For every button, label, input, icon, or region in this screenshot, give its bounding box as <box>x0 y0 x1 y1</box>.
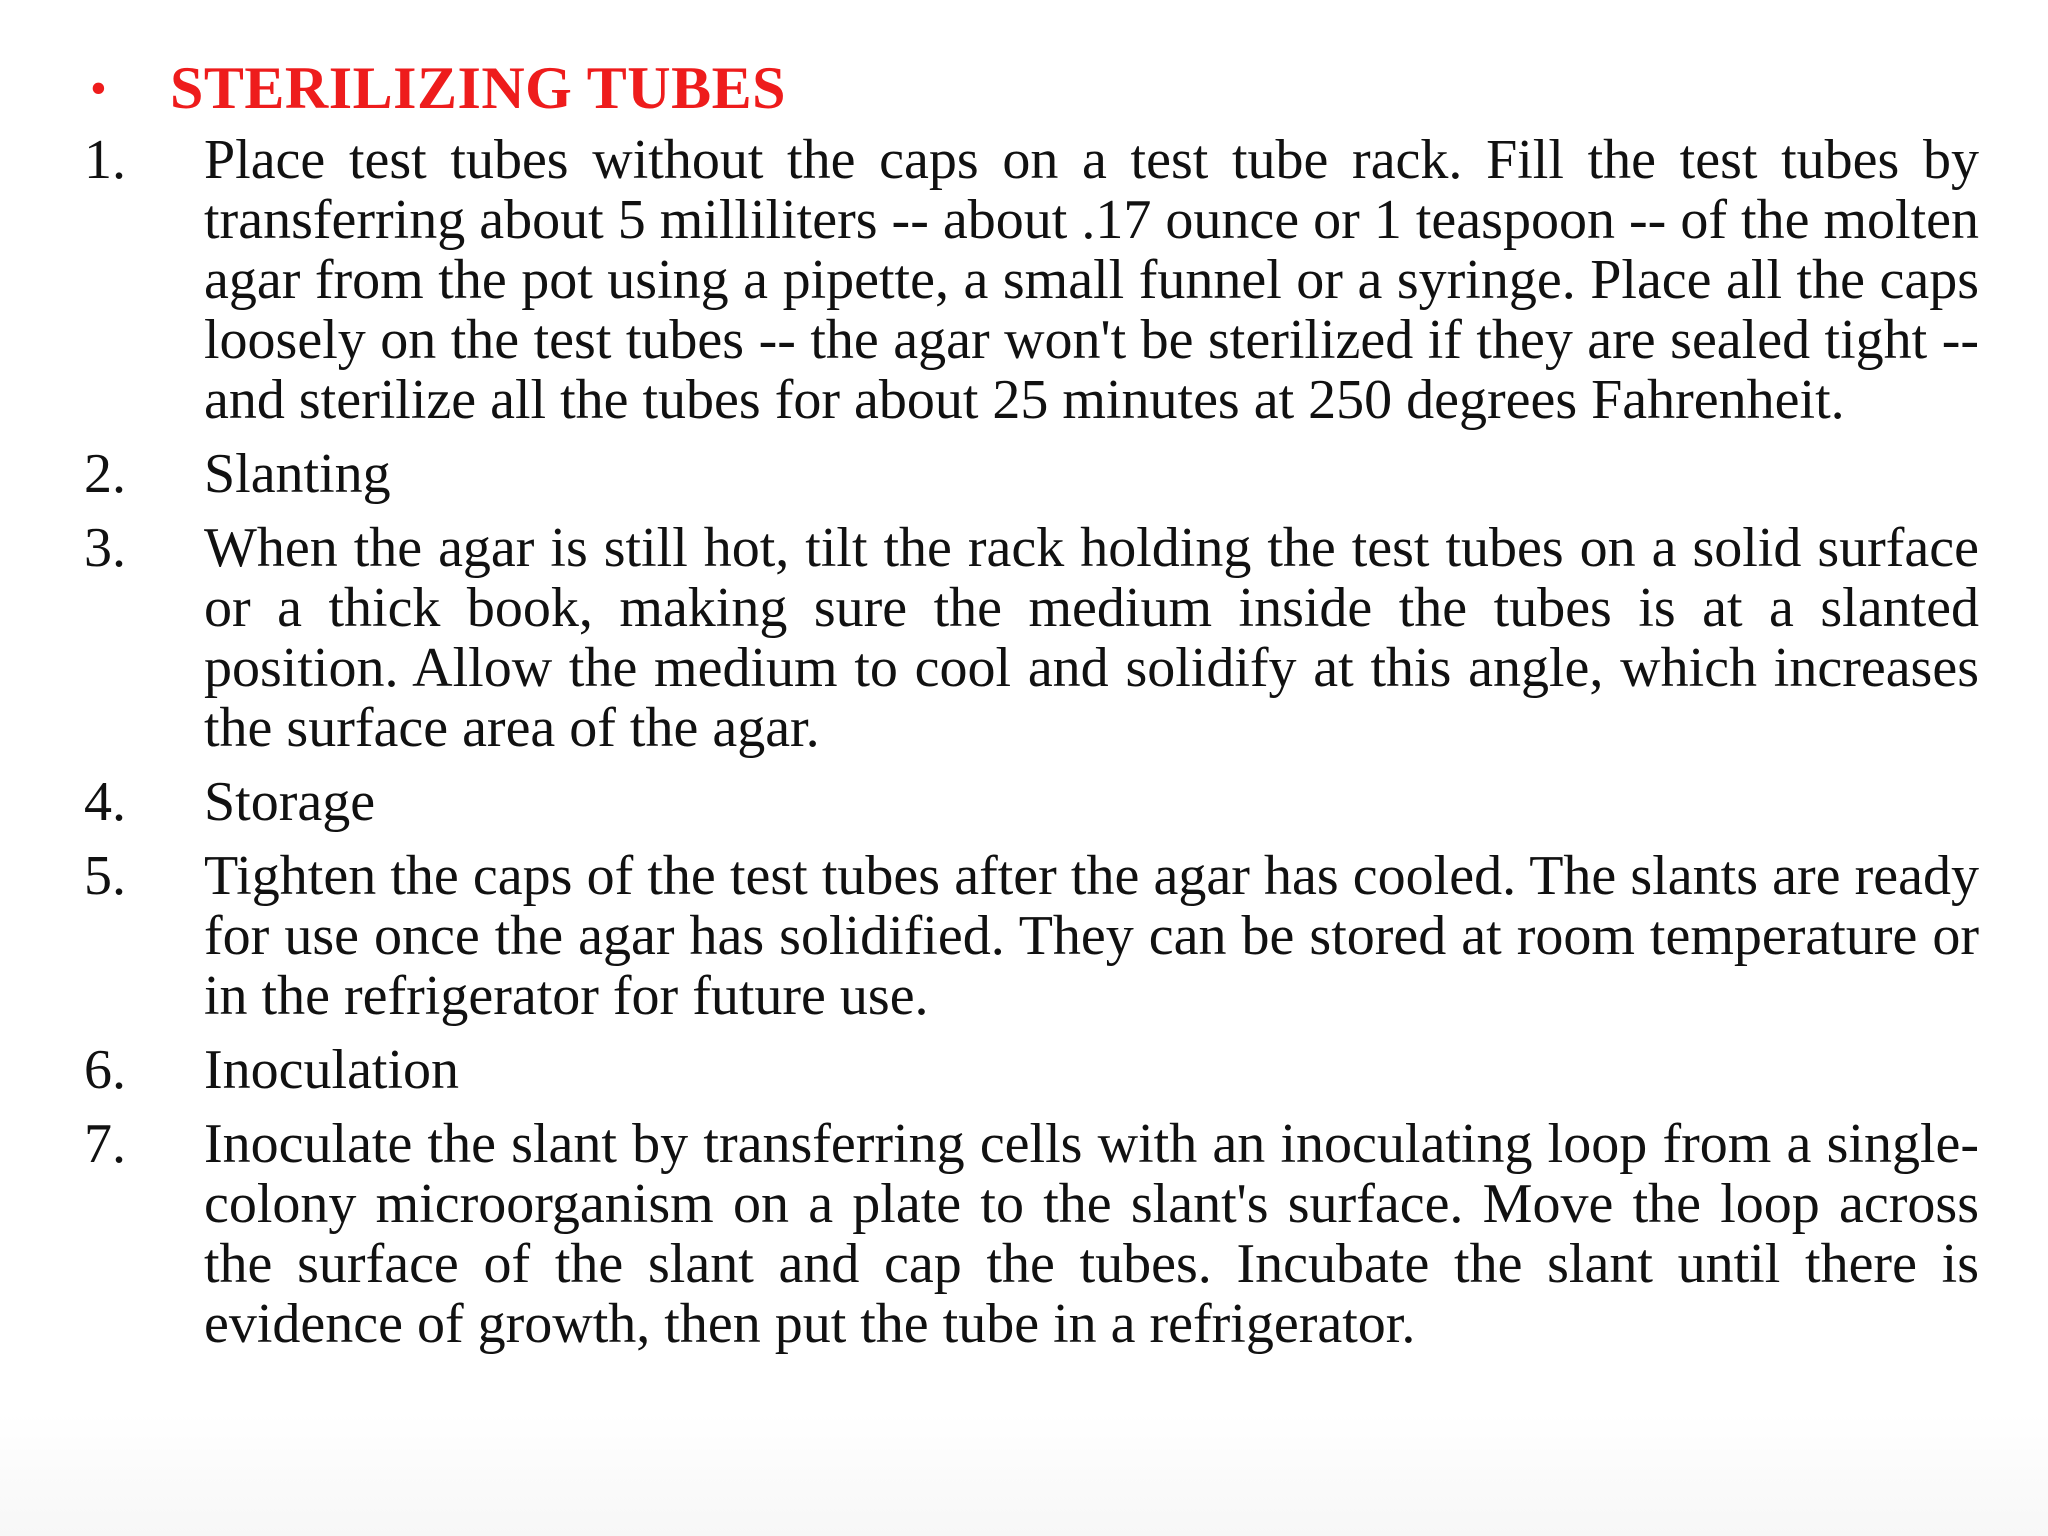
step-text: Place test tubes without the caps on a test tube rack. Fill the test tubes by transferring about 5 milliliters -- about .17 ounce or 1 teaspoon -- of the molten agar from the pot using a pipette, a small funnel or a syringe. Place all the caps loosely on the test tubes -- the agar won't be sterilized if they are sealed tight -- and sterilize all the tubes for about 25 minutes at 250 degrees Fahrenheit. <box>204 129 1979 431</box>
step-item-6 <box>84 1040 1979 1100</box>
step-text: Tighten the caps of the test tubes after the agar has cooled. The slants are ready for use once the agar has solidified. They can be stored at room temperature or in the refrigerator for future use. <box>204 845 1979 1027</box>
step-item-7 <box>84 1114 1979 1354</box>
step-number: 3. <box>84 517 126 579</box>
steps-list <box>84 130 1979 1368</box>
step-text: When the agar is still hot, tilt the rack holding the test tubes on a solid surface or a thick book, making sure the medium inside the tubes is at a slanted position. Allow the medium to cool and solidify at this angle, which increases the surface area of the agar. <box>204 517 1979 759</box>
step-number: 5. <box>84 845 126 907</box>
step-text: Inoculate the slant by transferring cells with an inoculating loop from a single-colony microorganism on a plate to the slant's surface. Move the loop across the surface of the slant and cap the tubes. Incubate the slant until there is evidence of growth, then put the tube in a refrigerator. <box>204 1113 1979 1355</box>
section-heading <box>84 48 786 128</box>
step-number: 6. <box>84 1039 126 1101</box>
step-item-3 <box>84 518 1979 758</box>
step-item-4 <box>84 772 1979 832</box>
step-number: 1. <box>84 129 126 191</box>
step-item-5 <box>84 846 1979 1026</box>
step-number: 4. <box>84 771 126 833</box>
step-text: Inoculation <box>204 1039 460 1101</box>
step-text: Storage <box>204 771 376 833</box>
heading-bullet: • <box>90 61 107 115</box>
heading-title: STERILIZING TUBES <box>170 54 786 121</box>
step-text: Slanting <box>204 443 391 505</box>
step-item-2 <box>84 444 1979 504</box>
step-number: 2. <box>84 443 126 505</box>
step-number: 7. <box>84 1113 126 1175</box>
step-item-1 <box>84 130 1979 430</box>
